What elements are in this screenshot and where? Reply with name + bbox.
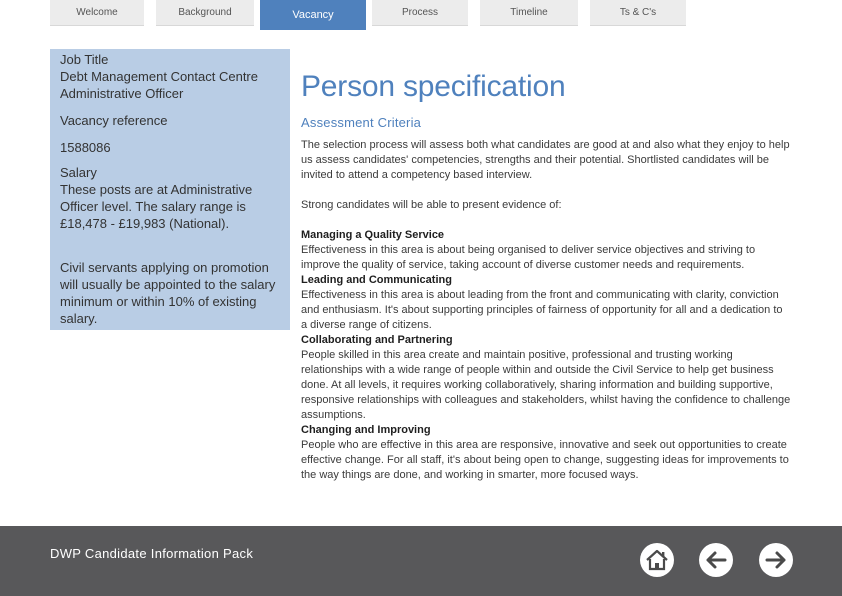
intro-paragraph: The selection process will assess both what candidates are good at and also what they enjoy to help us assess candidates' competencies, strengths and their potential. Shortlisted candidates will be invited to attend a competency based interview. bbox=[301, 139, 790, 181]
tab-background[interactable]: Background bbox=[156, 0, 254, 26]
criterion-heading: Managing a Quality Service bbox=[301, 229, 445, 241]
criterion-heading: Collaborating and Partnering bbox=[301, 334, 453, 346]
assessment-criteria-heading: Assessment Criteria bbox=[301, 115, 422, 130]
vacancy-reference-value: 1588086 bbox=[60, 140, 111, 155]
home-button[interactable] bbox=[640, 543, 674, 577]
home-icon bbox=[640, 543, 674, 577]
criterion-heading: Leading and Communicating bbox=[301, 274, 452, 286]
salary-block bbox=[60, 164, 282, 232]
criterion-text: Effectiveness in this area is about being organised to deliver service objectives and striving to improve the quality of service, taking account of diverse customer needs and requirements. bbox=[301, 244, 756, 271]
tab-welcome[interactable]: Welcome bbox=[50, 0, 144, 26]
promotion-text: Civil servants applying on promotion will usually be appointed to the salary minimum or within 10% of existing salary. bbox=[60, 260, 276, 326]
tab-ts-and-cs[interactable]: Ts & C's bbox=[590, 0, 686, 26]
job-title-block bbox=[60, 51, 282, 102]
next-page-button[interactable] bbox=[759, 543, 793, 577]
job-title-label: Job Title bbox=[60, 52, 109, 67]
tab-timeline[interactable]: Timeline bbox=[480, 0, 578, 26]
tab-vacancy[interactable]: Vacancy bbox=[260, 0, 366, 30]
page-title: Person specification bbox=[301, 70, 566, 103]
salary-label: Salary bbox=[60, 165, 97, 180]
criterion-text: People skilled in this area create and maintain positive, professional and trusting working relationships with a wide range of people within and outside the Civil Service to help get business done. At all levels, it requires working collaboratively, sharing information and building supportive, responsive relationships with colleagues and stakeholders, whilst having the confidence to challenge assumptions. bbox=[301, 349, 791, 421]
tab-process[interactable]: Process bbox=[372, 0, 468, 26]
vacancy-info-panel bbox=[50, 49, 290, 330]
vacancy-reference-label: Vacancy reference bbox=[60, 113, 168, 128]
criteria-list bbox=[301, 228, 791, 483]
criterion-heading: Changing and Improving bbox=[301, 424, 431, 436]
footer-title: DWP Candidate Information Pack bbox=[50, 546, 254, 561]
footer-bar bbox=[0, 526, 842, 596]
previous-page-button[interactable] bbox=[699, 543, 733, 577]
arrow-right-icon bbox=[759, 543, 793, 577]
criterion-text: Effectiveness in this area is about leading from the front and communicating with clarity, conviction and enthusiasm. It's about supporting principles of fairness of opportunity for all and a dedication to a diverse range of citizens. bbox=[301, 289, 783, 331]
evidence-lead: Strong candidates will be able to present evidence of: bbox=[301, 199, 562, 211]
criterion-text: People who are effective in this area are responsive, innovative and seek out opportunities to create effective change. For all staff, it's about being open to change, suggesting ideas for improvements to the way things are done, and working in smarter, more focused ways. bbox=[301, 439, 789, 481]
arrow-left-icon bbox=[699, 543, 733, 577]
salary-text: These posts are at Administrative Officer level. The salary range is £18,478 - £19,983 (National). bbox=[60, 182, 253, 231]
job-title-value: Debt Management Contact Centre Administrative Officer bbox=[60, 69, 258, 101]
